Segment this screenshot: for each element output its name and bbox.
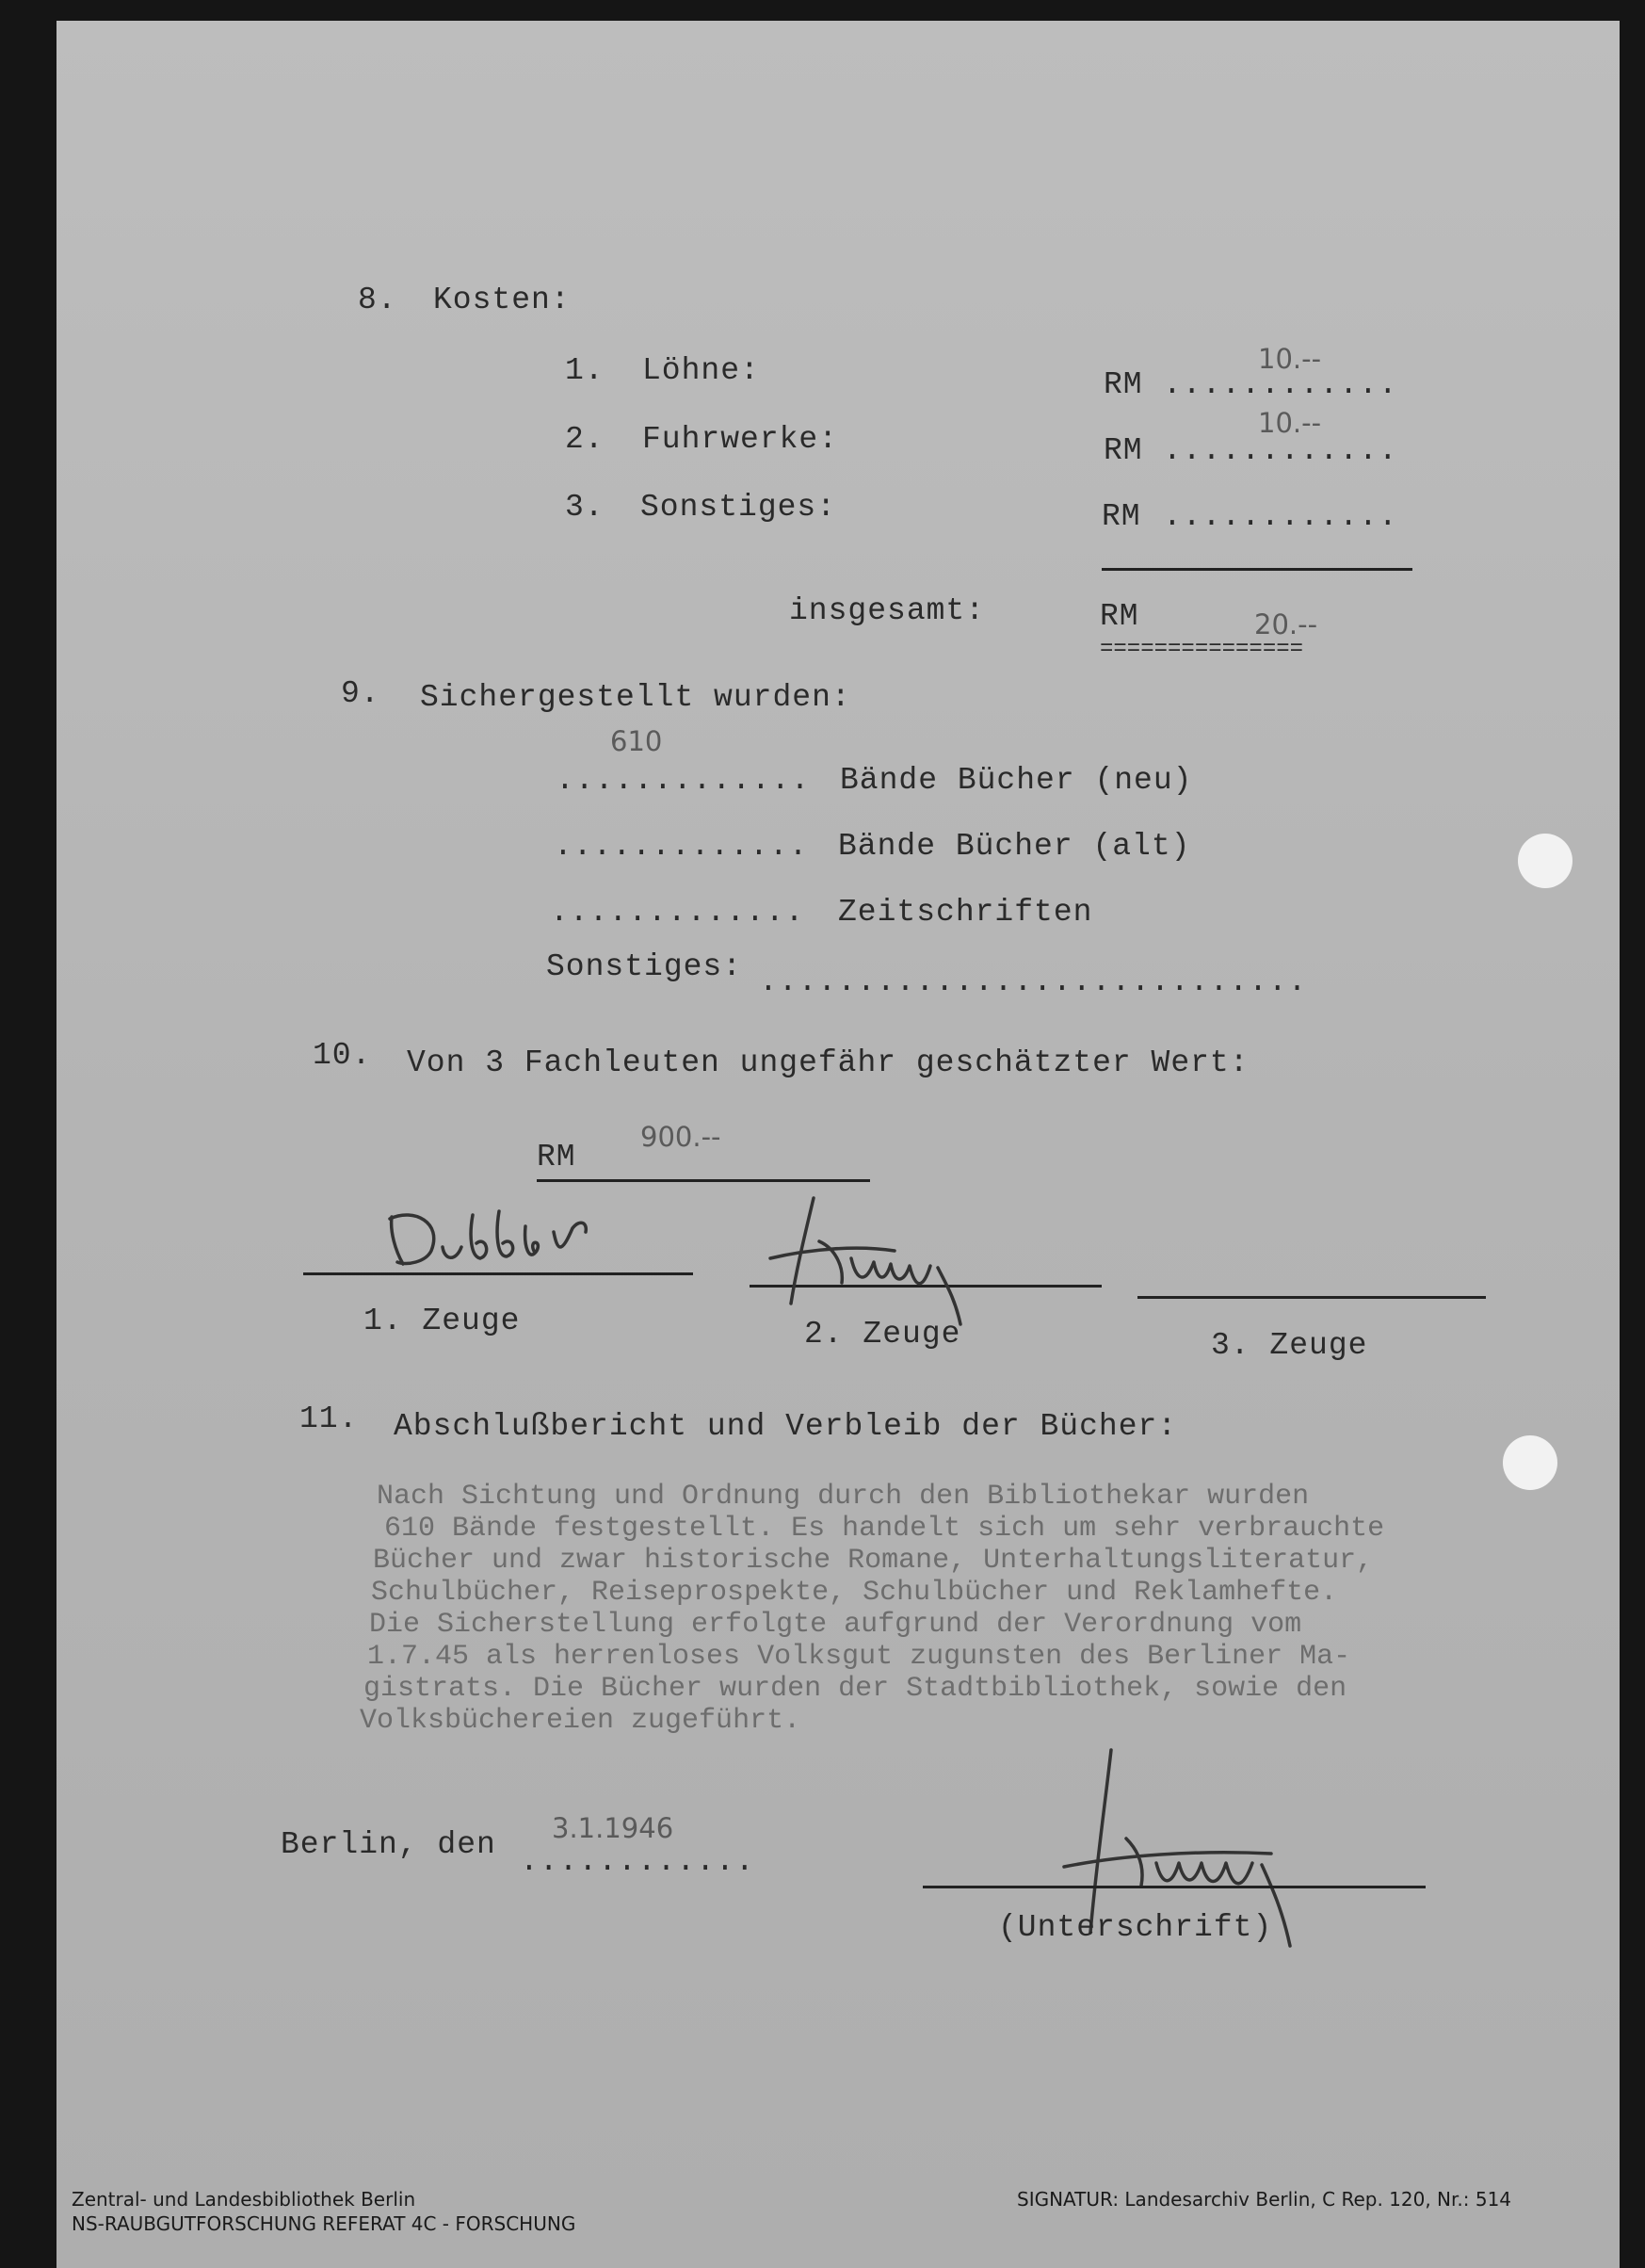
section8-number: 8. (358, 283, 397, 317)
closing-place: Berlin, den (281, 1827, 496, 1862)
punch-hole-lower (1503, 1435, 1557, 1490)
section10-number: 10. (313, 1038, 372, 1073)
cost-item-2-dots: ............ (1163, 433, 1398, 468)
costs-total-currency: RM (1100, 599, 1139, 634)
section10-label: Von 3 Fachleuten ungefähr geschätzter Wert: (407, 1045, 1250, 1080)
costs-total-label: insgesamt: (789, 593, 986, 628)
cost-item-3-number: 3. (565, 490, 605, 525)
estimated-value-rule (537, 1179, 870, 1182)
footer-signature-ref: SIGNATUR: Landesarchiv Berlin, C Rep. 120, Nr.: 514 (1017, 2188, 1512, 2211)
report-line-3: Bücher und zwar historische Romane, Unterhaltungsliteratur, (373, 1545, 1374, 1577)
cost-item-1-currency: RM (1104, 367, 1143, 402)
report-line-1: Nach Sichtung und Ordnung durch den Bibliothekar wurden (377, 1481, 1310, 1513)
witness-1-caption: 1. Zeuge (363, 1304, 521, 1338)
cost-item-3-currency: RM (1102, 499, 1141, 534)
witness-2-caption: 2. Zeuge (804, 1317, 961, 1352)
books-new-label: Bände Bücher (neu) (840, 763, 1193, 798)
section9-label: Sichergestellt wurden: (420, 680, 851, 715)
other-items-dots: ............................ (759, 964, 1308, 999)
section11-label: Abschlußbericht und Verbleib der Bücher: (394, 1409, 1178, 1444)
costs-subtotal-rule (1102, 568, 1412, 571)
books-old-dots: ............. (554, 829, 809, 864)
report-line-6: 1.7.45 als herrenloses Volksgut zugunsten des Berliner Ma- (367, 1641, 1351, 1673)
periodicals-dots: ............. (550, 895, 805, 930)
books-new-value: 610 (610, 725, 663, 757)
footer-institution: Zentral- und Landesbibliothek Berlin (72, 2188, 416, 2211)
estimated-value-currency: RM (537, 1140, 576, 1174)
periodicals-label: Zeitschriften (838, 895, 1093, 930)
costs-total-double-underline: =============== (1100, 637, 1304, 662)
cost-item-1-label: Löhne: (642, 353, 760, 388)
report-line-7: gistrats. Die Bücher wurden der Stadtbibliothek, sowie den (363, 1673, 1347, 1705)
witness-1-signature (386, 1194, 593, 1279)
cost-item-3-dots: ............ (1163, 499, 1398, 534)
report-line-2: 610 Bände festgestellt. Es handelt sich um sehr verbrauchte (384, 1513, 1385, 1545)
footer-left (72, 2187, 575, 2236)
books-old-label: Bände Bücher (alt) (838, 829, 1191, 864)
witness-2-signature (753, 1192, 1008, 1334)
cost-item-2-currency: RM (1104, 433, 1143, 468)
report-line-5: Die Sicherstellung erfolgte aufgrund der Verordnung vom (369, 1609, 1302, 1641)
signature-caption: (Unterschrift) (998, 1910, 1273, 1945)
footer-department: NS-RAUBGUTFORSCHUNG REFERAT 4C - FORSCHUNG (72, 2212, 576, 2235)
cost-item-1-value: 10.-- (1258, 343, 1322, 375)
other-items-label: Sonstiges: (546, 949, 743, 984)
official-signature-line (923, 1886, 1426, 1888)
cost-item-1-dots: ............ (1163, 367, 1398, 402)
closing-date: 3.1.1946 (552, 1812, 674, 1844)
punch-hole-upper (1518, 834, 1572, 888)
witness-3-line (1137, 1296, 1486, 1299)
report-line-4: Schulbücher, Reiseprospekte, Schulbücher und Reklamhefte. (371, 1577, 1338, 1609)
section9-number: 9. (341, 676, 380, 711)
report-line-8: Volksbüchereien zugeführt. (360, 1705, 801, 1737)
closing-date-dots: ............ (520, 1844, 755, 1879)
cost-item-2-number: 2. (565, 422, 605, 457)
cost-item-3-label: Sonstiges: (640, 490, 837, 525)
section8-label: Kosten: (433, 283, 571, 317)
cost-item-2-value: 10.-- (1258, 407, 1322, 439)
costs-total-value: 20.-- (1254, 608, 1318, 640)
estimated-value: 900.-- (640, 1121, 721, 1153)
final-report-body (360, 1481, 1385, 1737)
cost-item-2-label: Fuhrwerke: (642, 422, 839, 457)
section11-number: 11. (299, 1401, 359, 1436)
cost-item-1-number: 1. (565, 353, 605, 388)
books-new-dots: ............. (556, 763, 811, 798)
witness-3-caption: 3. Zeuge (1211, 1328, 1368, 1363)
document-page (56, 21, 1620, 2268)
